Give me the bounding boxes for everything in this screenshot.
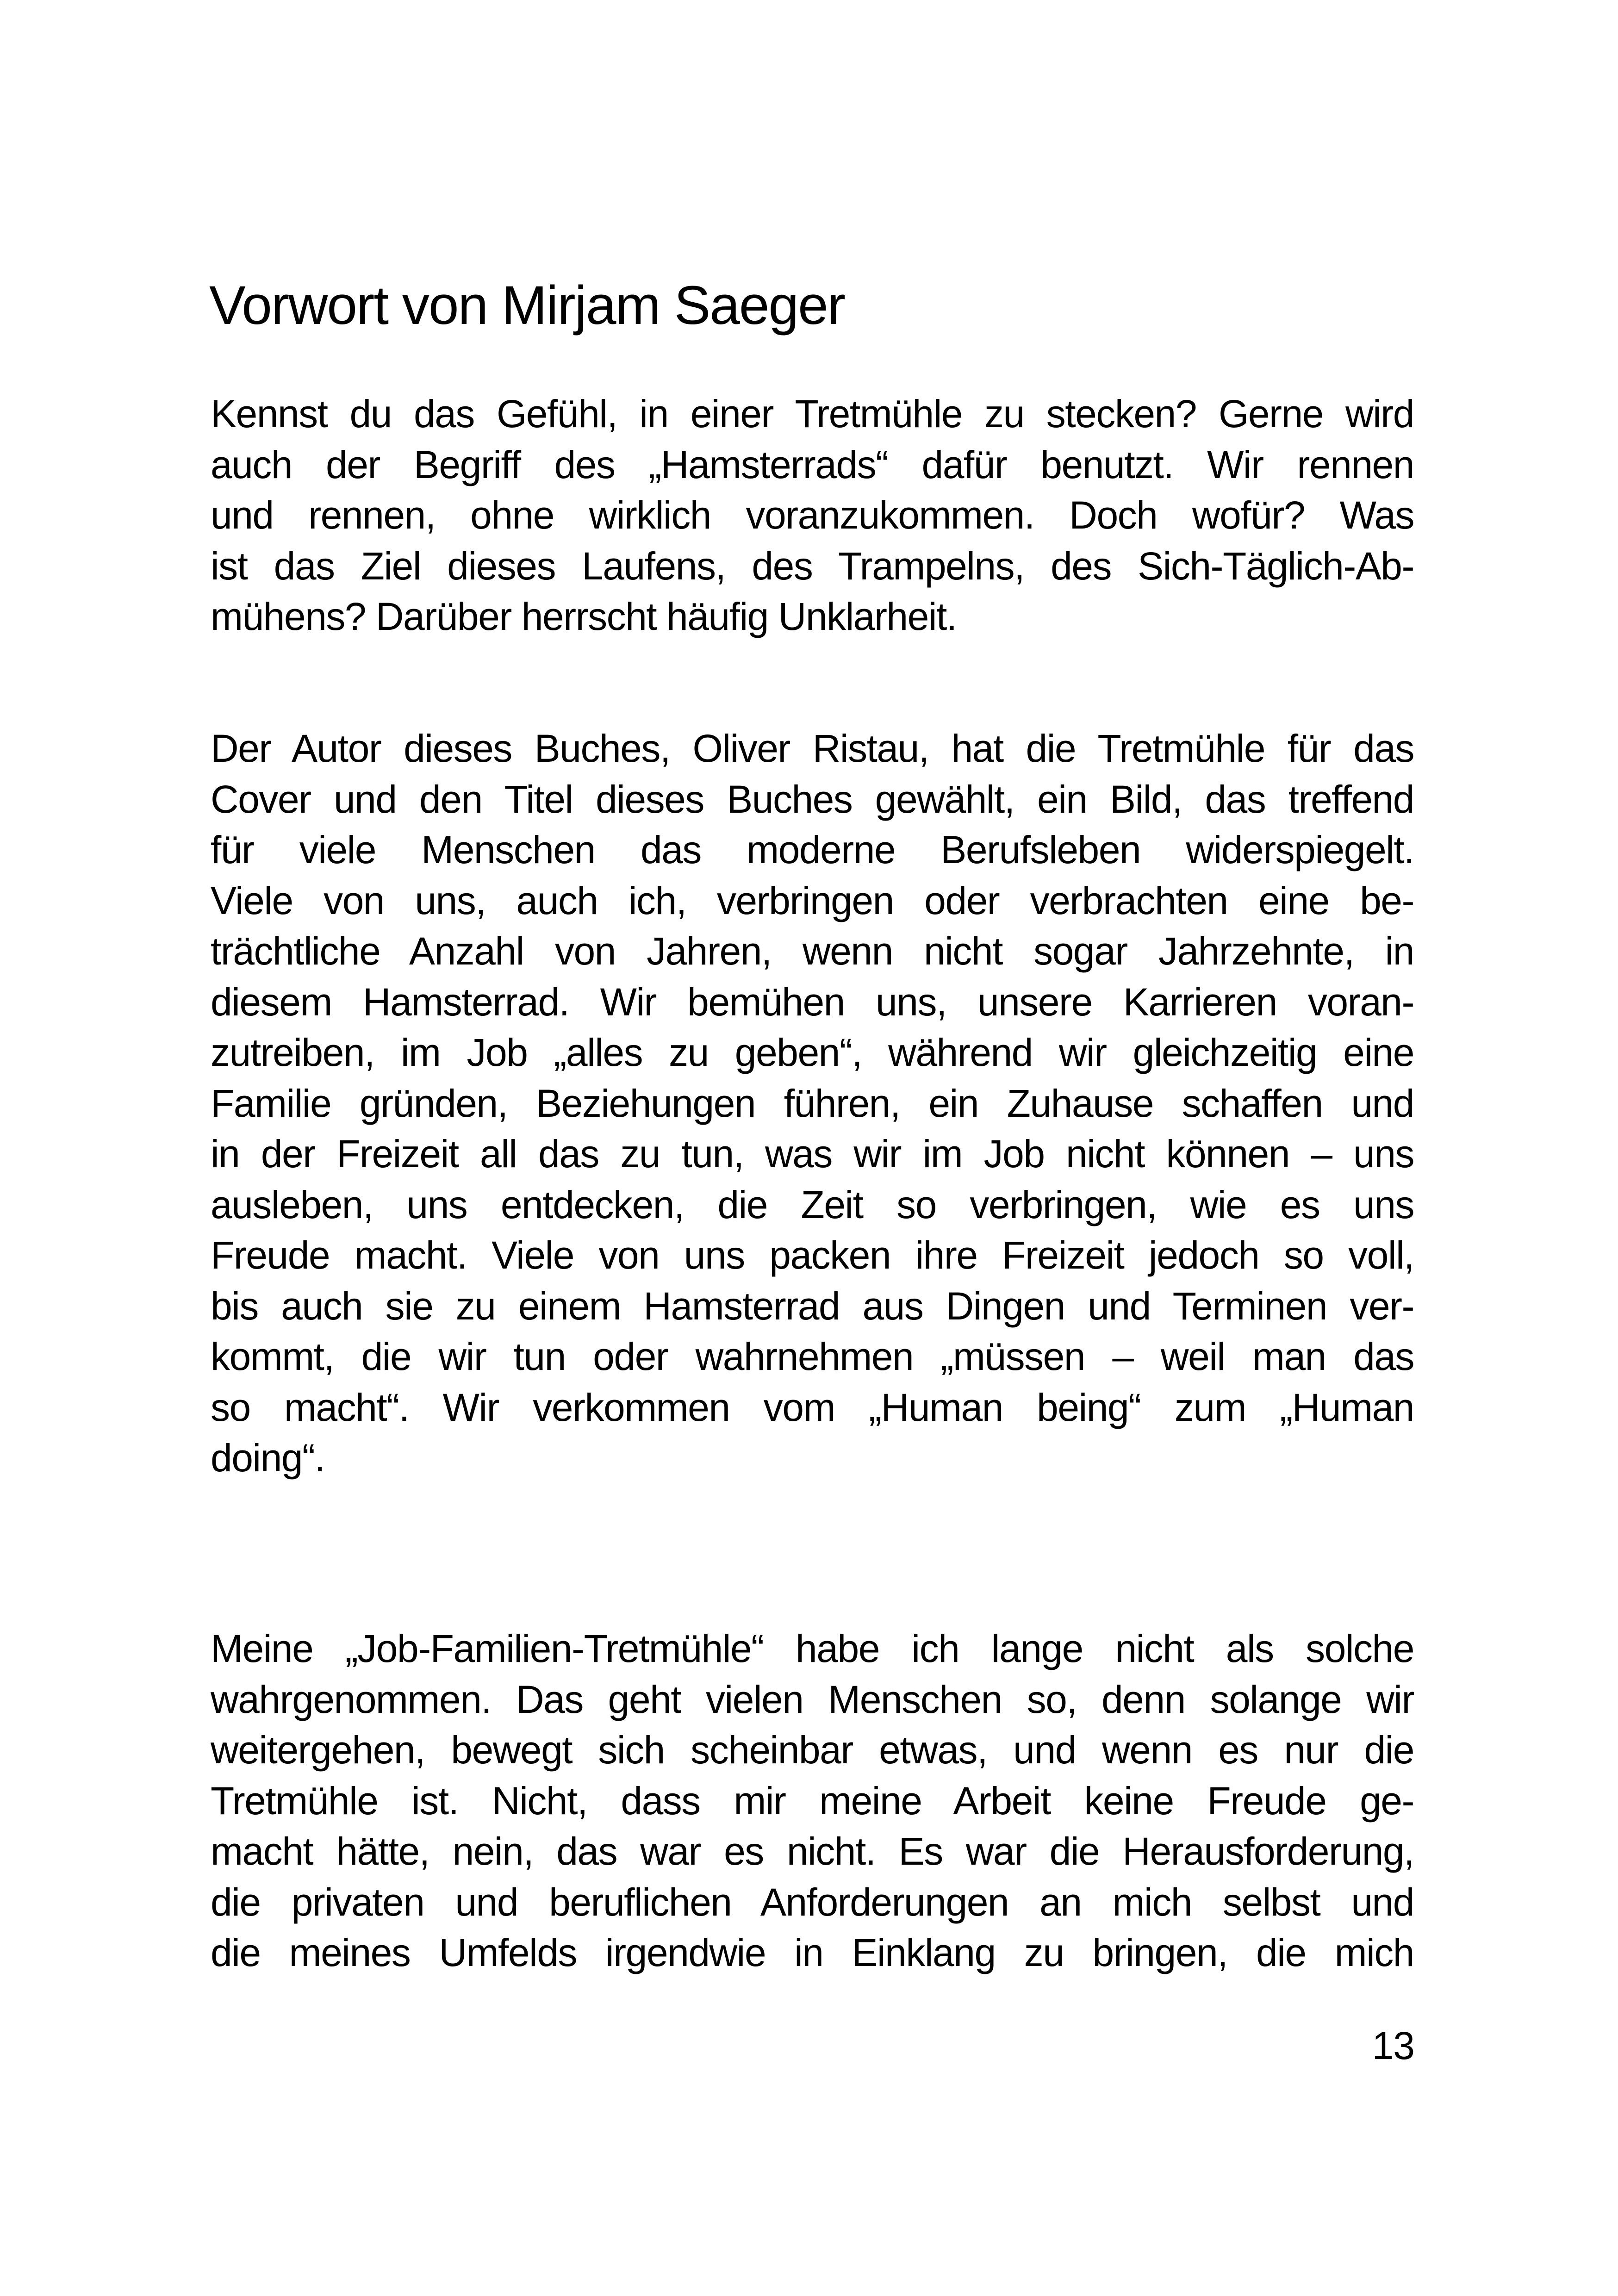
text-line: Tretmühle ist. Nicht, dass mir meine Arbeit keine Freude ge-: [211, 1779, 1414, 1823]
text-line: in der Freizeit all das zu tun, was wir im Job nicht können – uns: [211, 1132, 1414, 1176]
chapter-title: Vorwort von Mirjam Saeger: [209, 275, 845, 336]
text-line: so macht“. Wir verkommen vom „Human being“ zum „Human: [211, 1385, 1414, 1429]
text-line: zutreiben, im Job „alles zu geben“, während wir gleichzeitig eine: [211, 1031, 1414, 1074]
text-line: auch der Begriff des „Hamsterrads“ dafür benutzt. Wir rennen: [211, 442, 1414, 486]
text-line: die privaten und beruflichen Anforderungen an mich selbst und: [211, 1880, 1414, 1924]
page-number: 13: [1372, 2024, 1414, 2067]
paragraph-2: [211, 723, 1414, 1484]
text-line: kommt, die wir tun oder wahrnehmen „müssen – weil man das: [211, 1335, 1414, 1378]
text-line: und rennen, ohne wirklich voranzukommen. Doch wofür? Was: [211, 493, 1414, 537]
paragraph-1: [211, 389, 1414, 642]
paragraph-3: [211, 1624, 1414, 1979]
text-line: Kennst du das Gefühl, in einer Tretmühle zu stecken? Gerne wird: [211, 392, 1414, 436]
text-line: wahrgenommen. Das geht vielen Menschen so, denn solange wir: [211, 1677, 1414, 1721]
text-line: Viele von uns, auch ich, verbringen oder verbrachten eine be-: [211, 878, 1414, 922]
text-line: doing“.: [211, 1436, 325, 1480]
text-line: Freude macht. Viele von uns packen ihre Freizeit jedoch so voll,: [211, 1233, 1414, 1277]
text-line: für viele Menschen das moderne Berufsleben widerspiegelt.: [211, 828, 1414, 871]
text-line: bis auch sie zu einem Hamsterrad aus Dingen und Terminen ver-: [211, 1284, 1414, 1328]
text-line: die meines Umfelds irgendwie in Einklang zu bringen, die mich: [211, 1931, 1414, 1974]
text-line: weitergehen, bewegt sich scheinbar etwas, und wenn es nur die: [211, 1728, 1414, 1772]
text-line: Meine „Job-Familien-Tretmühle“ habe ich lange nicht als solche: [211, 1627, 1414, 1670]
text-line: Cover und den Titel dieses Buches gewählt, ein Bild, das treffend: [211, 777, 1414, 821]
text-line: ausleben, uns entdecken, die Zeit so verbringen, wie es uns: [211, 1182, 1414, 1226]
text-line: Der Autor dieses Buches, Oliver Ristau, hat die Tretmühle für das: [211, 727, 1414, 770]
text-line: trächtliche Anzahl von Jahren, wenn nicht sogar Jahrzehnte, in: [211, 929, 1414, 973]
text-line: Familie gründen, Beziehungen führen, ein Zuhause schaffen und: [211, 1081, 1414, 1125]
text-line: diesem Hamsterrad. Wir bemühen uns, unsere Karrieren voran-: [211, 980, 1414, 1024]
text-line: mühens? Darüber herrscht häufig Unklarheit.: [211, 595, 957, 638]
text-line: ist das Ziel dieses Laufens, des Trampelns, des Sich-Täglich-Ab-: [211, 544, 1414, 588]
text-line: macht hätte, nein, das war es nicht. Es war die Herausforderung,: [211, 1829, 1414, 1873]
